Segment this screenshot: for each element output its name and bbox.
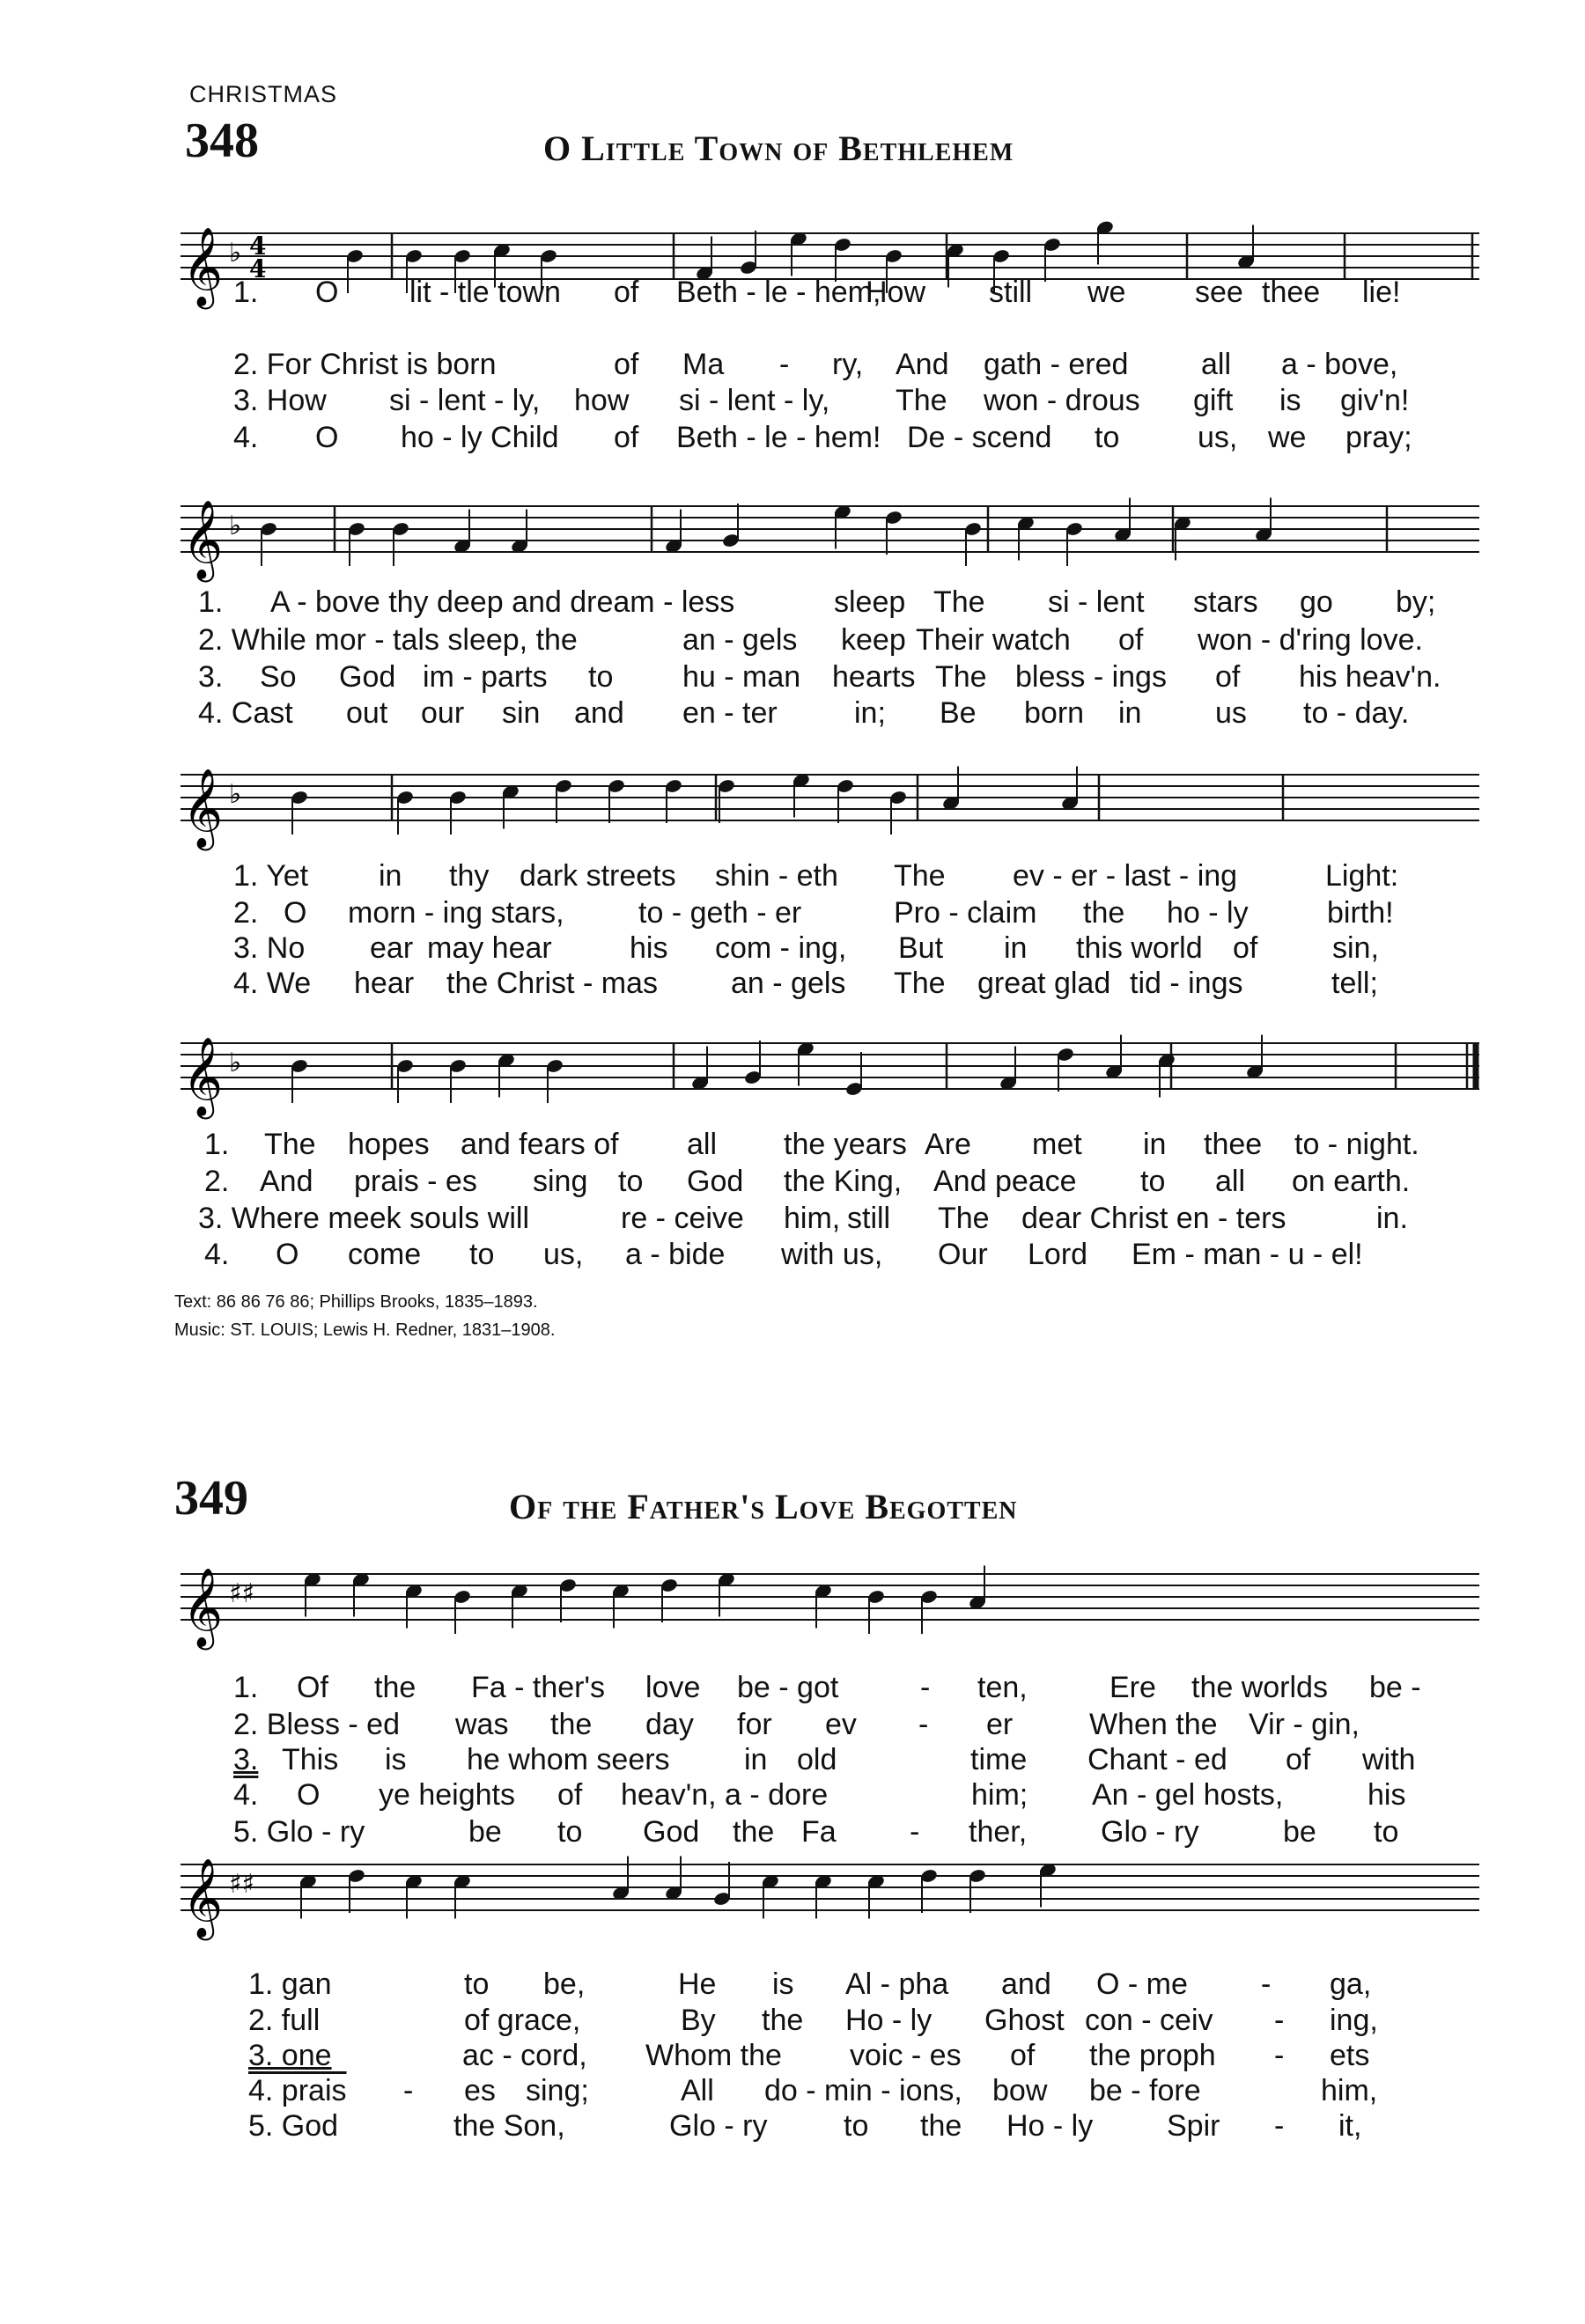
lyric-syllable: pray; — [1345, 421, 1412, 454]
lyric-syllable: to — [1374, 1815, 1399, 1849]
lyric-syllable: of — [1010, 2039, 1036, 2072]
lyric-syllable: er — [986, 1708, 1014, 1741]
lyric-syllable: time — [970, 1743, 1028, 1776]
lyric-syllable: we — [1087, 276, 1126, 309]
lyric-syllable: God — [687, 1165, 744, 1198]
lyric-syllable: still — [847, 1202, 891, 1235]
lyric-syllable: si - lent — [1048, 585, 1145, 619]
lyric-syllable: 4. — [233, 1778, 259, 1812]
lyric-syllable: see — [1195, 276, 1243, 309]
lyric-syllable: to — [1095, 421, 1120, 454]
lyric-syllable: by; — [1396, 585, 1436, 619]
lyric-syllable: The — [264, 1128, 316, 1161]
lyric-syllable: to — [557, 1815, 583, 1849]
lyric-syllable: Our — [938, 1238, 988, 1271]
lyric-syllable: Pro - claim — [894, 896, 1037, 930]
lyric-syllable: Ere — [1110, 1671, 1156, 1704]
lyric-syllable: 1. — [204, 1128, 230, 1161]
lyric-syllable: his — [630, 931, 668, 965]
lyric-syllable: it, — [1338, 2109, 1362, 2143]
lyric-syllable: ther, — [969, 1815, 1028, 1849]
lyric-syllable: De - scend — [907, 421, 1052, 454]
lyric-syllable: and — [1001, 1967, 1051, 2001]
lyric-syllable: - — [920, 1671, 931, 1704]
lyric-syllable: 4. prais — [248, 2074, 347, 2107]
hymn-title: Of the Father's Love Begotten — [509, 1487, 1018, 1526]
lyric-syllable: Their watch — [916, 623, 1071, 657]
time-signature: 4 — [249, 232, 267, 261]
key-signature-icon: ♯♯ — [229, 1578, 255, 1609]
music-staff-system — [181, 497, 1479, 577]
lyric-syllable: of — [1286, 1743, 1311, 1776]
lyric-syllable: tid - ings — [1130, 967, 1243, 1000]
hymn-number: 348 — [185, 114, 259, 168]
lyric-syllable: in — [379, 859, 402, 893]
lyric-syllable: in — [1004, 931, 1028, 965]
lyric-syllable: shin - eth — [715, 859, 838, 893]
lyric-syllable: be — [1283, 1815, 1316, 1849]
lyric-syllable: si - lent - ly, — [389, 384, 541, 417]
lyric-syllable: prais - es — [354, 1165, 477, 1198]
lyric-syllable: The — [894, 967, 946, 1000]
lyric-syllable: hu - man — [682, 660, 801, 694]
lyric-syllable: ye heights — [379, 1778, 515, 1812]
music-credit: Music: ST. LOUIS; Lewis H. Redner, 1831–1908. — [174, 1320, 556, 1340]
hymn-number: 349 — [174, 1471, 248, 1526]
lyric-syllable: bless - ings — [1015, 660, 1167, 694]
lyric-syllable: dear Christ en - ters — [1021, 1202, 1286, 1235]
lyric-syllable: be - got — [737, 1671, 839, 1704]
lyric-syllable: sleep — [834, 585, 906, 619]
lyric-syllable: ten, — [977, 1671, 1028, 1704]
lyric-syllable: Whom the — [645, 2039, 782, 2072]
lyric-syllable: old — [797, 1743, 837, 1776]
lyric-syllable: But — [898, 931, 944, 965]
lyric-syllable: us, — [1198, 421, 1238, 454]
lyric-syllable: of — [1118, 623, 1144, 657]
lyric-syllable: in; — [854, 696, 886, 730]
lyric-syllable: the — [374, 1671, 417, 1704]
lyric-syllable: 2. — [233, 896, 259, 930]
music-staff-system — [181, 1034, 1479, 1114]
lyric-syllable: the worlds — [1191, 1671, 1328, 1704]
lyric-syllable: The — [935, 660, 987, 694]
lyric-syllable: be — [468, 1815, 502, 1849]
lyric-syllable: all — [1215, 1165, 1246, 1198]
lyric-syllable: ga, — [1330, 1967, 1372, 2001]
lyric-syllable: gath - ered — [984, 348, 1129, 381]
lyric-syllable: hearts — [832, 660, 916, 694]
lyric-syllable: 1. — [198, 585, 224, 619]
lyric-syllable: great glad — [977, 967, 1111, 1000]
lyric-syllable: met — [1032, 1128, 1082, 1161]
lyric-syllable: is — [772, 1967, 794, 2001]
lyric-syllable: 3. one — [248, 2039, 332, 2072]
lyric-syllable: 2. For Christ is born — [233, 348, 497, 381]
lyric-syllable: in — [744, 1743, 768, 1776]
time-signature: 4 — [249, 254, 267, 283]
lyric-syllable: 3. — [233, 1743, 259, 1776]
lyric-syllable: And peace — [933, 1165, 1077, 1198]
lyric-syllable: ev - er - last - ing — [1013, 859, 1238, 893]
lyric-syllable: im - parts — [423, 660, 548, 694]
text-credit: Text: 86 86 76 86; Phillips Brooks, 1835–1893. — [174, 1292, 538, 1312]
lyric-syllable: When the — [1089, 1708, 1218, 1741]
lyric-syllable: the — [550, 1708, 593, 1741]
lyric-syllable: how — [574, 384, 630, 417]
lyric-syllable: the King, — [784, 1165, 903, 1198]
lyric-syllable: a - bove, — [1281, 348, 1398, 381]
lyric-syllable: 3. — [198, 660, 224, 694]
lyric-syllable: O — [284, 896, 307, 930]
lyric-syllable: Beth - le - hem, — [676, 276, 881, 309]
lyric-syllable: es — [464, 2074, 496, 2107]
lyric-syllable: heav'n, a - dore — [621, 1778, 829, 1812]
lyric-syllable: won - drous — [984, 384, 1140, 417]
lyric-syllable: Glo - ry — [669, 2109, 768, 2143]
lyric-syllable: thee — [1204, 1128, 1263, 1161]
lyric-syllable: 2. full — [248, 2004, 321, 2037]
lyric-syllable: lie! — [1362, 276, 1401, 309]
key-signature-icon: ♭ — [229, 511, 242, 541]
lyric-syllable: an - gels — [682, 623, 798, 657]
lyric-syllable: - — [779, 348, 790, 381]
lyric-syllable: Be — [940, 696, 977, 730]
lyric-syllable: Fa — [801, 1815, 837, 1849]
lyric-syllable: is — [1279, 384, 1301, 417]
lyric-syllable: 3. How — [233, 384, 327, 417]
lyric-syllable: lit - tle town — [409, 276, 561, 309]
lyric-syllable: a - bide — [625, 1238, 726, 1271]
lyric-syllable: hear — [354, 967, 415, 1000]
lyric-syllable: sing — [533, 1165, 588, 1198]
treble-clef-icon: 𝄞 — [182, 1858, 224, 1938]
lyric-syllable: sing; — [526, 2074, 589, 2107]
lyric-syllable: come — [348, 1238, 422, 1271]
lyric-syllable: to — [844, 2109, 869, 2143]
lyric-syllable: ing, — [1330, 2004, 1378, 2037]
lyric-syllable: 1. — [233, 1671, 259, 1704]
lyric-syllable: won - d'ring love. — [1198, 623, 1423, 657]
lyric-syllable: to — [464, 1967, 490, 2001]
lyric-syllable: con - ceiv — [1085, 2004, 1213, 2037]
lyric-syllable: love — [645, 1671, 701, 1704]
lyric-syllable: si - lent - ly, — [679, 384, 830, 417]
lyric-syllable: is — [385, 1743, 407, 1776]
lyric-syllable: com - ing, — [715, 931, 847, 965]
treble-clef-icon: 𝄞 — [182, 500, 224, 579]
lyric-syllable: Of — [297, 1671, 328, 1704]
lyric-syllable: ac - cord, — [462, 2039, 587, 2072]
lyric-syllable: Glo - ry — [1101, 1815, 1199, 1849]
lyric-syllable: 1. gan — [248, 1967, 332, 2001]
lyric-syllable: the — [762, 2004, 804, 2037]
lyric-syllable: to - night. — [1294, 1128, 1419, 1161]
lyric-syllable: Ma — [682, 348, 725, 381]
lyric-syllable: - — [403, 2074, 414, 2107]
lyric-syllable: 2. While mor - tals sleep, the — [198, 623, 578, 657]
lyric-syllable: - — [1261, 1967, 1272, 2001]
lyric-syllable: all — [687, 1128, 718, 1161]
lyric-syllable: thy — [449, 859, 490, 893]
lyric-syllable: 4. — [204, 1238, 230, 1271]
lyric-syllable: thee — [1262, 276, 1321, 309]
lyric-syllable: 5. God — [248, 2109, 339, 2143]
lyric-syllable: be - fore — [1089, 2074, 1201, 2107]
lyric-syllable: him, — [784, 1202, 841, 1235]
lyric-syllable: This — [282, 1743, 339, 1776]
lyric-syllable: ry, — [832, 348, 864, 381]
lyric-syllable: of — [1233, 931, 1258, 965]
lyric-syllable: Ghost — [984, 2004, 1065, 2037]
lyric-syllable: morn - ing stars, — [348, 896, 564, 930]
lyric-syllable: - — [1274, 2004, 1285, 2037]
treble-clef-icon: 𝄞 — [182, 227, 224, 306]
lyric-syllable: Em - man - u - el! — [1132, 1238, 1363, 1271]
lyric-syllable: him; — [971, 1778, 1028, 1812]
lyric-syllable: And — [260, 1165, 313, 1198]
lyric-syllable: be, — [543, 1967, 586, 2001]
lyric-syllable: 4. Cast — [198, 696, 293, 730]
lyric-syllable: Lord — [1028, 1238, 1088, 1271]
lyric-syllable: in — [1118, 696, 1142, 730]
lyric-syllable: born — [1024, 696, 1085, 730]
lyric-syllable: do - min - ions, — [764, 2074, 962, 2107]
lyric-syllable: the — [920, 2109, 962, 2143]
lyric-syllable: 2. — [204, 1165, 230, 1198]
lyric-syllable: ets — [1330, 2039, 1370, 2072]
lyric-syllable: to — [469, 1238, 495, 1271]
lyric-syllable: his heav'n. — [1299, 660, 1441, 694]
lyric-syllable: - — [910, 1815, 920, 1849]
lyric-syllable: of — [614, 421, 639, 454]
lyric-syllable: go — [1300, 585, 1333, 619]
lyric-syllable: en - ter — [682, 696, 778, 730]
lyric-syllable: Ho - ly — [845, 2004, 933, 2037]
lyric-syllable: Chant - ed — [1087, 1743, 1227, 1776]
lyric-syllable: The — [938, 1202, 990, 1235]
lyric-syllable: us — [1215, 696, 1247, 730]
lyric-syllable: to - geth - er — [638, 896, 802, 930]
lyric-syllable: 5. Glo - ry — [233, 1815, 365, 1849]
lyric-syllable: be - — [1369, 1671, 1421, 1704]
lyric-syllable: ear — [370, 931, 414, 965]
lyric-syllable: of grace, — [464, 2004, 581, 2037]
lyric-syllable: The — [933, 585, 985, 619]
lyric-syllable: - — [1274, 2109, 1285, 2143]
lyric-syllable: was — [455, 1708, 509, 1741]
lyric-syllable: 3. Where meek souls will — [198, 1202, 530, 1235]
lyric-syllable: of — [614, 276, 639, 309]
lyric-syllable: and fears of — [461, 1128, 619, 1161]
lyric-syllable: the — [1083, 896, 1125, 930]
lyric-syllable: hopes — [348, 1128, 430, 1161]
lyric-syllable: tell; — [1331, 967, 1378, 1000]
lyric-syllable: all — [1201, 348, 1232, 381]
lyric-syllable: to — [588, 660, 614, 694]
lyric-syllable: still — [989, 276, 1033, 309]
lyric-syllable: we — [1268, 421, 1307, 454]
lyric-syllable: By — [681, 2004, 716, 2037]
lyric-syllable: in — [1143, 1128, 1167, 1161]
lyric-syllable: us, — [543, 1238, 584, 1271]
lyric-syllable: of — [614, 348, 639, 381]
treble-clef-icon: 𝄞 — [182, 1037, 224, 1116]
lyric-syllable: O — [297, 1778, 321, 1812]
music-staff-system — [181, 766, 1479, 848]
lyric-syllable: 3. No — [233, 931, 306, 965]
lyric-syllable: O — [276, 1238, 299, 1271]
lyric-syllable: 4. We — [233, 967, 312, 1000]
lyric-syllable: the Christ - mas — [446, 967, 658, 1000]
lyric-syllable: God — [643, 1815, 700, 1849]
lyric-syllable: to - day. — [1303, 696, 1410, 730]
lyric-syllable: God — [339, 660, 396, 694]
lyric-syllable: the Son, — [453, 2109, 565, 2143]
key-signature-icon: ♭ — [229, 779, 242, 810]
lyric-syllable: stars — [1193, 585, 1258, 619]
lyric-syllable: the — [733, 1815, 775, 1849]
lyric-syllable: Vir - gin, — [1249, 1708, 1360, 1741]
lyric-syllable: How — [866, 276, 926, 309]
lyric-syllable: The — [896, 384, 947, 417]
section-heading: CHRISTMAS — [189, 81, 338, 107]
lyric-syllable: O — [315, 421, 339, 454]
lyric-syllable: him, — [1321, 2074, 1378, 2107]
key-signature-icon: ♭ — [229, 238, 242, 268]
lyric-syllable: the proph — [1089, 2039, 1216, 2072]
lyric-syllable: 4. — [233, 421, 259, 454]
lyric-syllable: An - gel hosts, — [1092, 1778, 1284, 1812]
lyric-syllable: - — [918, 1708, 929, 1741]
lyric-syllable: the years — [784, 1128, 907, 1161]
lyric-syllable: So — [260, 660, 297, 694]
lyric-syllable: giv'n! — [1340, 384, 1410, 417]
lyric-syllable: of — [557, 1778, 583, 1812]
lyric-syllable: 1. — [233, 276, 259, 309]
lyric-syllable: bow — [992, 2074, 1048, 2107]
lyric-syllable: Spir — [1167, 2109, 1220, 2143]
lyric-syllable: of — [1215, 660, 1241, 694]
lyric-syllable: A - bove thy deep and dream - less — [270, 585, 735, 619]
lyric-syllable: for — [737, 1708, 772, 1741]
lyric-syllable: Are — [925, 1128, 971, 1161]
lyric-syllable: may hear — [427, 931, 552, 965]
lyric-syllable: Light: — [1325, 859, 1399, 893]
music-staff-system — [181, 1565, 1479, 1647]
key-signature-icon: ♭ — [229, 1048, 242, 1078]
key-signature-icon: ♯♯ — [229, 1869, 255, 1900]
treble-clef-icon: 𝄞 — [182, 769, 224, 848]
lyric-syllable: an - gels — [731, 967, 846, 1000]
lyric-syllable: with us, — [781, 1238, 883, 1271]
lyric-syllable: O — [315, 276, 339, 309]
lyric-syllable: re - ceive — [621, 1202, 744, 1235]
lyric-syllable: our — [421, 696, 465, 730]
lyric-syllable: this world — [1076, 931, 1203, 965]
lyric-syllable: 2. Bless - ed — [233, 1708, 400, 1741]
lyric-syllable: on earth. — [1292, 1165, 1411, 1198]
lyric-syllable: Beth - le - hem! — [676, 421, 881, 454]
lyric-syllable: O - me — [1096, 1967, 1188, 2001]
lyric-syllable: to — [1140, 1165, 1166, 1198]
lyric-syllable: ho - ly — [1167, 896, 1249, 930]
lyric-syllable: sin — [502, 696, 541, 730]
lyric-syllable: sin, — [1332, 931, 1379, 965]
lyric-syllable: All — [681, 2074, 714, 2107]
lyric-syllable: voic - es — [850, 2039, 962, 2072]
lyric-syllable: The — [894, 859, 946, 893]
lyric-syllable: in. — [1376, 1202, 1408, 1235]
lyric-syllable: birth! — [1327, 896, 1394, 930]
lyric-syllable: ev — [825, 1708, 857, 1741]
lyric-syllable: Fa - ther's — [471, 1671, 605, 1704]
lyric-syllable: Ho - ly — [1006, 2109, 1094, 2143]
lyric-syllable: - — [1274, 2039, 1285, 2072]
lyric-syllable: his — [1368, 1778, 1406, 1812]
lyric-syllable: gift — [1193, 384, 1234, 417]
treble-clef-icon: 𝄞 — [182, 1568, 224, 1647]
lyric-syllable: day — [645, 1708, 694, 1741]
lyric-syllable: dark streets — [520, 859, 676, 893]
lyric-syllable: and — [574, 696, 624, 730]
lyric-syllable: with — [1362, 1743, 1416, 1776]
lyric-syllable: out — [346, 696, 388, 730]
lyric-syllable: Al - pha — [845, 1967, 949, 2001]
lyric-syllable: keep — [841, 623, 906, 657]
lyric-syllable: to — [618, 1165, 644, 1198]
lyric-syllable: And — [896, 348, 949, 381]
hymn-title: O Little Town of Bethlehem — [543, 129, 1014, 168]
lyric-syllable: 1. Yet — [233, 859, 309, 893]
lyric-syllable: He — [678, 1967, 717, 2001]
lyric-syllable: he whom seers — [467, 1743, 670, 1776]
music-staff-system — [181, 1856, 1479, 1938]
lyric-syllable: ho - ly Child — [401, 421, 559, 454]
